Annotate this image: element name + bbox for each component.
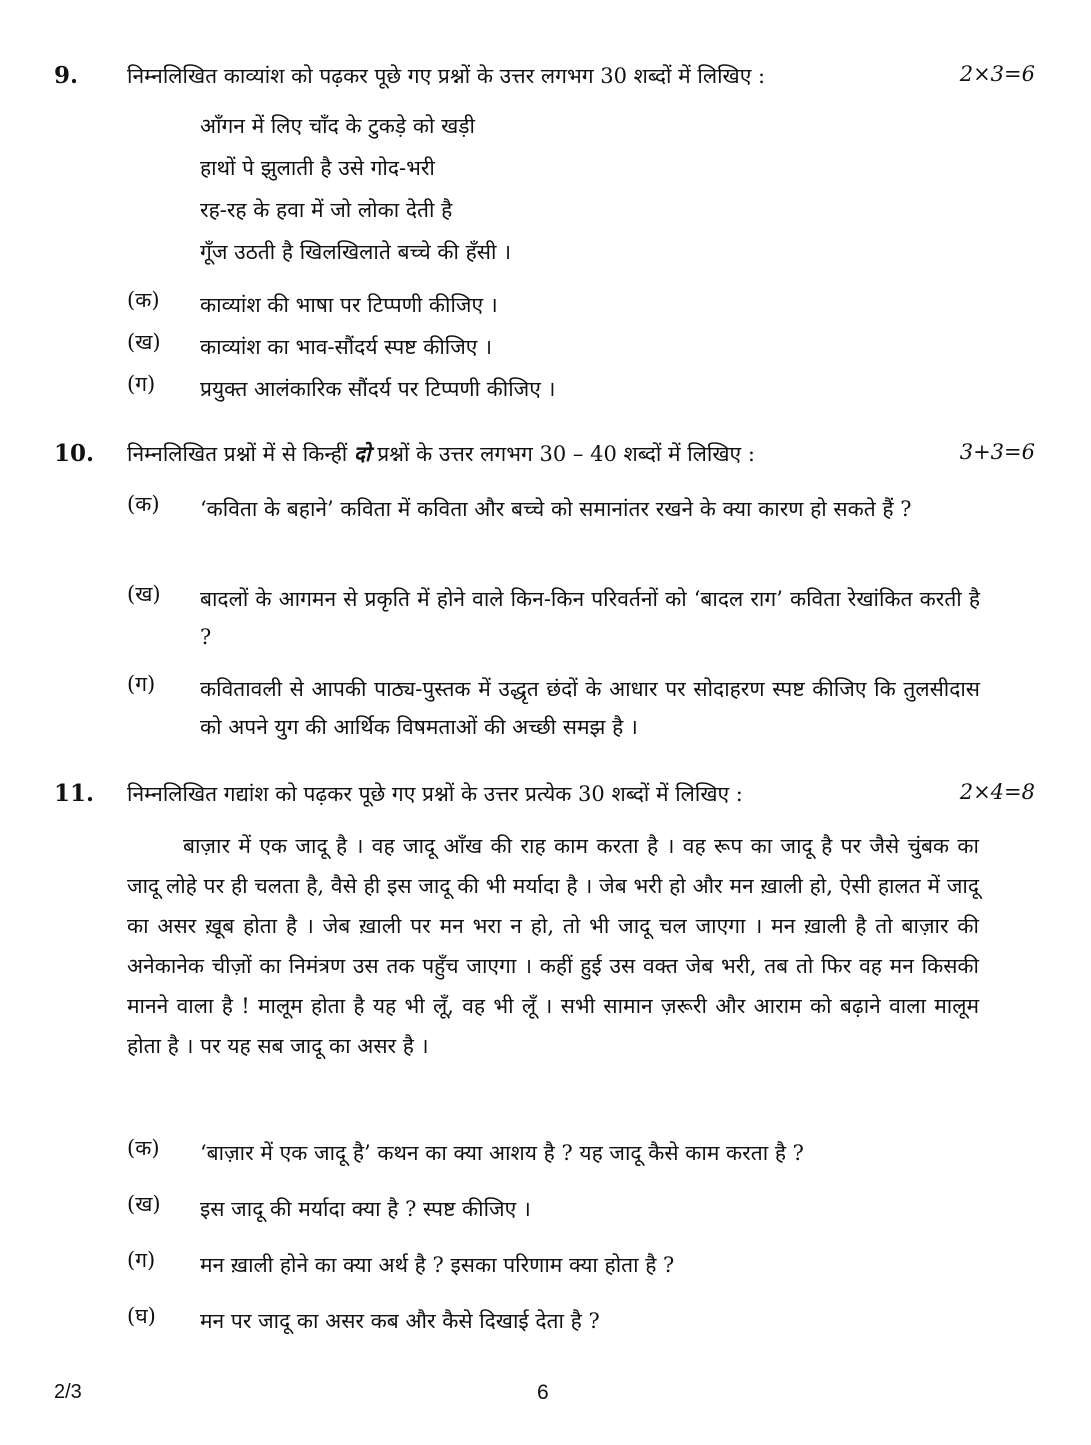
prompt-end: प्रश्नों के उत्तर लगभग 30 – 40 शब्दों में लिखिए :	[377, 442, 755, 466]
sub-label: (ग)	[127, 1248, 156, 1272]
question-number: 11.	[54, 780, 95, 807]
poem-line: आँगन में लिए चाँद के टुकड़े को खड़ी	[200, 114, 475, 138]
sub-label: (घ)	[127, 1304, 156, 1328]
page-number: 6	[537, 1381, 549, 1404]
sub-label: (ख)	[127, 330, 161, 354]
marks: 2×3=6	[959, 62, 1035, 86]
question-prompt: निम्नलिखित गद्यांश को पढ़कर पूछे गए प्रश्नों के उत्तर प्रत्येक 30 शब्दों में लिखिए :	[127, 782, 743, 806]
sub-text: ‘कविता के बहाने’ कविता में कविता और बच्चे को समानांतर रखने के क्या कारण हो सकते हैं ?	[200, 497, 912, 521]
sub-text: प्रयुक्त आलंकारिक सौंदर्य पर टिप्पणी कीजिए ।	[200, 377, 556, 401]
prompt-start: निम्नलिखित प्रश्नों में से किन्हीं	[127, 442, 348, 466]
sub-text: कवितावली से आपकी पाठ्य-पुस्तक में उद्धृत छंदों के आधार पर सोदाहरण स्पष्ट कीजिए कि तुलसीदास को अपने युग की आर्थिक विषमताओं की अच्छी समझ है ।	[200, 677, 980, 739]
poem-line: रह-रह के हवा में जो लोका देती है	[200, 198, 453, 222]
sub-text: काव्यांश की भाषा पर टिप्पणी कीजिए ।	[200, 293, 498, 317]
question-number: 9.	[54, 62, 79, 89]
sub-label: (ग)	[127, 672, 156, 696]
sub-label: (क)	[127, 492, 160, 516]
question-prompt: निम्नलिखित काव्यांश को पढ़कर पूछे गए प्रश्नों के उत्तर लगभग 30 शब्दों में लिखिए :	[127, 64, 766, 88]
sub-text: मन ख़ाली होने का क्या अर्थ है ? इसका परिणाम क्या होता है ?	[200, 1253, 675, 1277]
sub-text: इस जादू की मर्यादा क्या है ? स्पष्ट कीजिए ।	[200, 1197, 531, 1221]
sub-label: (ख)	[127, 582, 161, 606]
marks: 3+3=6	[959, 440, 1035, 464]
poem-line: गूँज उठती है खिलखिलाते बच्चे की हँसी ।	[200, 240, 512, 264]
sub-label: (क)	[127, 288, 160, 312]
sub-label: (ख)	[127, 1192, 161, 1216]
sub-label: (ग)	[127, 372, 156, 396]
paper-code: 2/3	[54, 1381, 82, 1403]
emphasis: दो	[353, 441, 371, 466]
sub-label: (क)	[127, 1136, 160, 1160]
question-number: 10.	[54, 440, 95, 467]
prose-passage: बाज़ार में एक जादू है । वह जादू आँख की राह काम करता है । वह रूप का जादू है पर जैसे चुंबक का जादू लोहे पर ही चलता है, वैसे ही इस जादू की भी मर्यादा है । जेब भरी हो और मन ख़ाली हो, ऐसी हालत में जादू का असर ख़ूब होता है । जेब ख़ाली पर मन भरा न हो, तो भी जादू चल जाएगा । मन ख़ाली है तो बाज़ार की अनेकानेक चीज़ों का निमंत्रण उस तक पहुँच जाएगा । कहीं हुई उस वक्त जेब भरी, तब तो फिर वह मन किसकी मानने वाला है ! मालूम होता है यह भी लूँ, वह भी लूँ । सभी सामान ज़रूरी और आराम को बढ़ाने वाला मालूम होता है । पर यह सब जादू का असर है ।	[127, 834, 979, 1058]
sub-text: मन पर जादू का असर कब और कैसे दिखाई देता है ?	[200, 1309, 600, 1333]
question-prompt	[127, 440, 981, 468]
marks: 2×4=8	[959, 780, 1035, 804]
sub-text: काव्यांश का भाव-सौंदर्य स्पष्ट कीजिए ।	[200, 335, 493, 359]
poem-line: हाथों पे झुलाती है उसे गोद-भरी	[200, 156, 435, 180]
sub-text: ‘बाज़ार में एक जादू है’ कथन का क्या आशय है ? यह जादू कैसे काम करता है ?	[200, 1141, 804, 1165]
sub-text: बादलों के आगमन से प्रकृति में होने वाले किन-किन परिवर्तनों को ‘बादल राग’ कविता रेखांकित करती है ?	[200, 587, 980, 649]
